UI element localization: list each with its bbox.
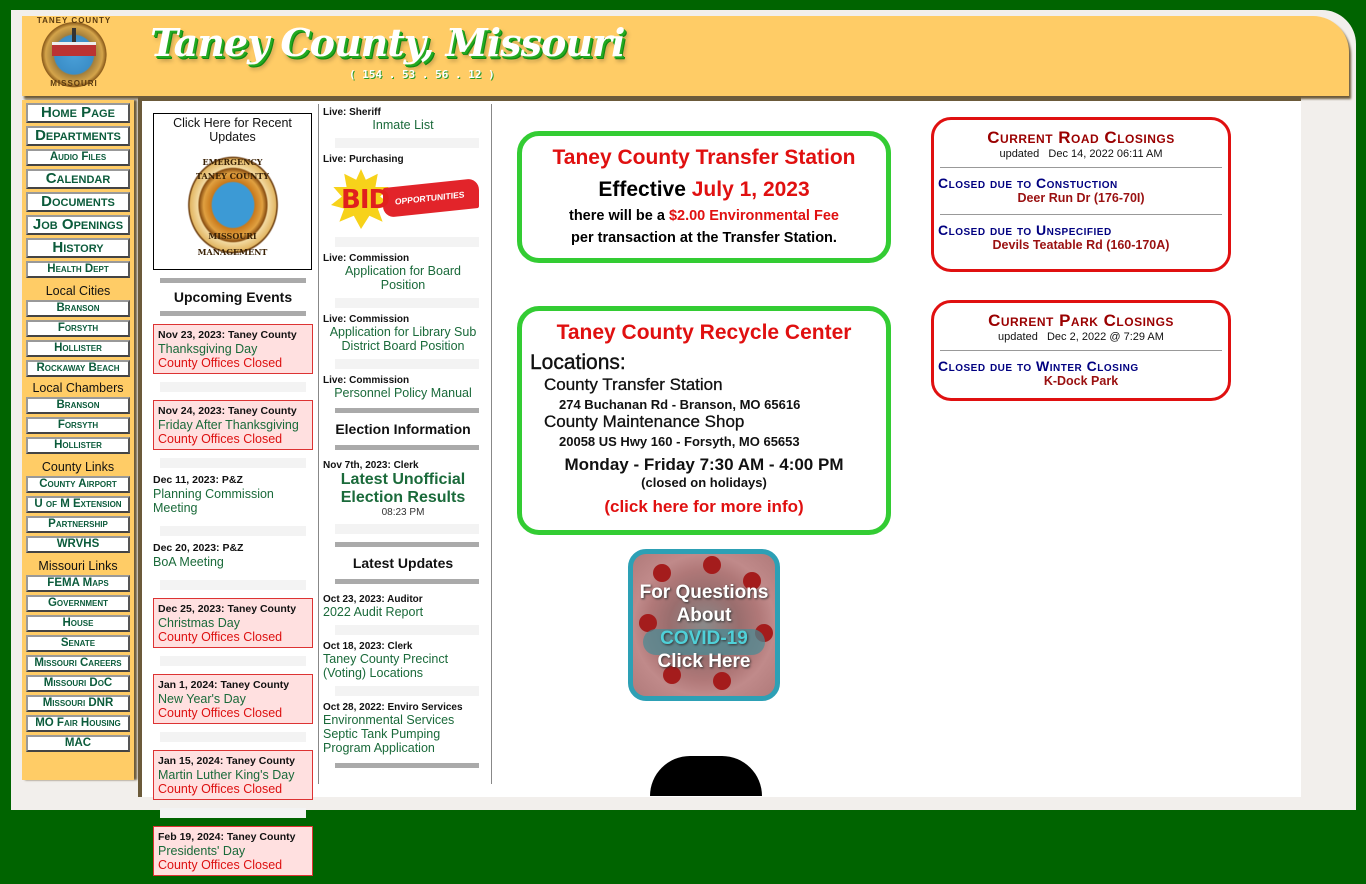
- nav-job-openings[interactable]: Job Openings: [26, 215, 130, 235]
- steamboat-stack-icon: [72, 28, 76, 42]
- location-name: County Transfer Station: [544, 375, 723, 394]
- opportunities-text: OPPORTUNITIES: [395, 189, 465, 207]
- library-board-application-link[interactable]: Application for Library Sub District Board Position: [329, 325, 477, 353]
- event-item: [153, 324, 313, 374]
- missouri-links-heading: Missouri Links: [38, 559, 118, 573]
- election-time: 08:23 PM: [381, 507, 425, 518]
- virus-spike-icon: [703, 556, 721, 574]
- nav-city-hollister[interactable]: Hollister: [26, 340, 130, 357]
- event-link[interactable]: Planning Commission Meeting: [153, 487, 274, 515]
- event-meta: Dec 20, 2023: P&Z: [153, 542, 244, 554]
- nav-wrvhs[interactable]: WRVHS: [26, 536, 130, 553]
- personnel-policy-link[interactable]: Personnel Policy Manual: [334, 386, 472, 400]
- update-item: [323, 641, 483, 680]
- nav-chamber-hollister[interactable]: Hollister: [26, 437, 130, 454]
- spacer: [335, 625, 479, 635]
- seal-text-taney-county: TANEY COUNTY: [196, 171, 269, 181]
- covid-info-tile[interactable]: [628, 549, 780, 701]
- recycle-center-notice[interactable]: [517, 306, 891, 535]
- event-item: [153, 470, 313, 518]
- event-link[interactable]: BoA Meeting: [153, 555, 224, 569]
- nav-departments[interactable]: Departments: [26, 126, 130, 146]
- election-results-link[interactable]: Latest Unofficial Election Results: [340, 471, 466, 506]
- election-item: [323, 460, 483, 471]
- county-links-heading: County Links: [41, 460, 115, 474]
- covid-line: COVID-19: [660, 628, 748, 649]
- live-meta: Live: Commission: [323, 375, 410, 386]
- road-closings-title: Current Road Closings: [987, 128, 1175, 147]
- upcoming-events-heading: Upcoming Events: [173, 289, 293, 305]
- nav-calendar[interactable]: Calendar: [26, 169, 130, 189]
- nav-government[interactable]: Government: [26, 595, 130, 612]
- closure-reason: Closed due to Constuction: [938, 175, 1118, 191]
- divider: [160, 311, 306, 316]
- event-link[interactable]: Presidents' Day: [158, 844, 246, 858]
- emergency-caption: Click Here for Recent Updates: [173, 116, 292, 144]
- park-closings-panel: [931, 300, 1231, 401]
- bid-opportunities-banner[interactable]: [331, 169, 481, 231]
- event-note: County Offices Closed: [158, 356, 283, 370]
- closed-road-link[interactable]: Devils Teatable Rd (160-170A): [992, 238, 1170, 252]
- more-info-link[interactable]: (click here for more info): [604, 497, 804, 516]
- event-item: [153, 598, 313, 648]
- spacer: [335, 524, 479, 534]
- event-link[interactable]: Friday After Thanksgiving: [158, 418, 299, 432]
- precinct-locations-link[interactable]: Taney County Precinct (Voting) Locations: [323, 652, 449, 680]
- column-divider: [491, 104, 492, 784]
- divider: [335, 445, 479, 450]
- spacer: [160, 732, 306, 742]
- fee-amount: $2.00 Environmental Fee: [668, 208, 839, 224]
- spacer: [160, 656, 306, 666]
- live-item: [323, 154, 483, 231]
- divider: [335, 579, 479, 584]
- election-meta: Nov 7th, 2023: Clerk: [323, 460, 419, 471]
- update-meta: Oct 23, 2023: Auditor: [323, 594, 423, 605]
- spacer: [335, 686, 479, 696]
- event-item: [153, 674, 313, 724]
- park-closings-updated: updated Dec 2, 2022 @ 7:29 AM: [998, 331, 1164, 343]
- nav-chamber-forsyth[interactable]: Forsyth: [26, 417, 130, 434]
- event-note: County Offices Closed: [158, 858, 283, 872]
- live-item: [323, 107, 483, 132]
- fee-line: [522, 208, 886, 224]
- nav-u-of-m-extension[interactable]: U of M Extension: [26, 496, 130, 513]
- live-item: [323, 314, 483, 353]
- nav-mo-fair-housing[interactable]: MO Fair Housing: [26, 715, 130, 732]
- park-closings-title: Current Park Closings: [988, 311, 1174, 330]
- right-margin: [1301, 101, 1345, 801]
- nav-missouri-dnr[interactable]: Missouri DNR: [26, 695, 130, 712]
- latest-updates-heading: Latest Updates: [352, 555, 454, 571]
- bid-text: BID: [341, 185, 390, 215]
- nav-senate[interactable]: Senate: [26, 635, 130, 652]
- locations-label: Locations:: [530, 351, 626, 374]
- live-meta: Live: Purchasing: [323, 154, 404, 165]
- event-meta: Jan 1, 2024: Taney County: [158, 679, 290, 691]
- covid-line: About: [676, 605, 732, 626]
- recycle-center-title: Taney County Recycle Center: [556, 321, 852, 344]
- event-link[interactable]: Christmas Day: [158, 616, 240, 630]
- nav-partnership[interactable]: Partnership: [26, 516, 130, 533]
- closure-reason: Closed due to Unspecified: [938, 222, 1112, 238]
- election-heading: Election Information: [335, 421, 471, 437]
- event-link[interactable]: Martin Luther King's Day: [158, 768, 295, 782]
- seal-text-management: MANAGEMENT: [197, 247, 268, 257]
- update-meta: Oct 28, 2022: Enviro Services: [323, 702, 463, 713]
- seal-text-missouri: MISSOURI: [208, 231, 257, 241]
- event-item: [153, 400, 313, 450]
- effective-line: [522, 178, 886, 202]
- update-item: [323, 594, 483, 619]
- event-meta: Feb 19, 2024: Taney County: [158, 831, 296, 843]
- nav-missouri-doc[interactable]: Missouri DoC: [26, 675, 130, 692]
- covid-click-here: Click Here: [657, 651, 751, 672]
- steamboat-icon: [52, 42, 96, 56]
- left-navigation: [22, 100, 134, 780]
- audit-report-link[interactable]: 2022 Audit Report: [323, 605, 424, 619]
- update-item: [323, 702, 483, 755]
- fee-line-2: per transaction at the Transfer Station.: [571, 230, 837, 246]
- divider: [335, 763, 479, 768]
- nav-fema-maps[interactable]: FEMA Maps: [26, 575, 130, 592]
- hours: Monday - Friday 7:30 AM - 4:00 PM: [564, 455, 844, 474]
- update-meta: Oct 18, 2023: Clerk: [323, 641, 413, 652]
- seal-bottom-text: MISSOURI: [50, 79, 98, 88]
- live-meta: Live: Commission: [323, 253, 410, 264]
- event-meta: Jan 15, 2024: Taney County: [158, 755, 295, 767]
- spacer: [160, 580, 306, 590]
- road-closings-updated: updated Dec 14, 2022 06:11 AM: [999, 148, 1163, 160]
- emergency-management-seal: [181, 149, 285, 261]
- divider: [335, 408, 479, 413]
- fee-prefix: there will be a: [569, 208, 665, 224]
- event-item: [153, 750, 313, 800]
- local-chambers-heading: Local Chambers: [32, 381, 124, 395]
- nav-chamber-branson[interactable]: Branson: [26, 397, 130, 414]
- spacer: [160, 808, 306, 818]
- effective-label: Effective: [598, 178, 686, 201]
- spacer: [335, 359, 479, 369]
- event-note: County Offices Closed: [158, 432, 283, 446]
- events-column: [153, 113, 313, 884]
- board-application-link[interactable]: Application for Board Position: [344, 264, 462, 292]
- divider: [940, 350, 1222, 351]
- site-ip-address: ( 154 . 53 . 56 . 12 ): [349, 68, 495, 81]
- spacer: [335, 237, 479, 247]
- event-meta: Dec 25, 2023: Taney County: [158, 603, 297, 615]
- live-item: [323, 375, 483, 400]
- nav-history[interactable]: History: [26, 238, 130, 258]
- nav-home-page[interactable]: Home Page: [26, 103, 130, 123]
- event-meta: Dec 11, 2023: P&Z: [153, 474, 243, 486]
- virus-spike-icon: [713, 672, 731, 690]
- live-meta: Live: Sheriff: [323, 107, 381, 118]
- closed-park-link[interactable]: K-Dock Park: [1043, 374, 1119, 388]
- emergency-management-link[interactable]: [153, 113, 312, 270]
- nav-house[interactable]: House: [26, 615, 130, 632]
- spacer: [160, 382, 306, 392]
- site-title[interactable]: Taney County, Missouri: [150, 20, 625, 65]
- divider: [940, 214, 1222, 215]
- event-item: [153, 538, 313, 572]
- event-item: [153, 826, 313, 876]
- nav-county-airport[interactable]: County Airport: [26, 476, 130, 493]
- location-address: 274 Buchanan Rd - Branson, MO 65616: [559, 397, 801, 412]
- event-meta: Nov 23, 2023: Taney County: [158, 329, 297, 341]
- closure-reason: Closed due to Winter Closing: [938, 358, 1139, 374]
- spacer: [335, 298, 479, 308]
- divider: [160, 278, 306, 283]
- nav-documents[interactable]: Documents: [26, 192, 130, 212]
- seal-top-text: TANEY COUNTY: [36, 16, 112, 25]
- nav-city-branson[interactable]: Branson: [26, 300, 130, 317]
- closed-road-link[interactable]: Deer Run Dr (176-70I): [1017, 191, 1145, 205]
- event-link[interactable]: Thanksgiving Day: [158, 342, 258, 356]
- nav-city-forsyth[interactable]: Forsyth: [26, 320, 130, 337]
- divider: [940, 167, 1222, 168]
- live-column: [323, 107, 483, 776]
- covid-line: For Questions: [639, 582, 769, 603]
- nav-missouri-careers[interactable]: Missouri Careers: [26, 655, 130, 672]
- spacer: [160, 526, 306, 536]
- nav-audio-files[interactable]: Audio Files: [26, 149, 130, 166]
- divider: [335, 542, 479, 547]
- live-meta: Live: Commission: [323, 314, 410, 325]
- local-cities-heading: Local Cities: [45, 284, 111, 298]
- covid-text: [633, 581, 775, 673]
- event-note: County Offices Closed: [158, 630, 283, 644]
- event-note: County Offices Closed: [158, 782, 283, 796]
- effective-date: July 1, 2023: [691, 178, 810, 201]
- transfer-station-title: Taney County Transfer Station: [552, 146, 856, 169]
- virus-spike-icon: [653, 564, 671, 582]
- seal-text-emergency: EMERGENCY: [202, 157, 263, 167]
- spacer: [335, 138, 479, 148]
- event-note: County Offices Closed: [158, 706, 283, 720]
- location-name: County Maintenance Shop: [544, 412, 745, 431]
- inmate-list-link[interactable]: Inmate List: [372, 118, 434, 132]
- county-seal-logo[interactable]: [24, 14, 124, 88]
- nav-health-dept[interactable]: Health Dept: [26, 261, 130, 278]
- event-meta: Nov 24, 2023: Taney County: [158, 405, 297, 417]
- live-item: [323, 253, 483, 292]
- nav-mac[interactable]: MAC: [26, 735, 130, 752]
- nav-city-rockaway-beach[interactable]: Rockaway Beach: [26, 360, 130, 377]
- road-closings-panel: [931, 117, 1231, 272]
- location-address: 20058 US Hwy 160 - Forsyth, MO 65653: [559, 434, 800, 449]
- column-divider: [318, 104, 319, 784]
- septic-application-link[interactable]: Environmental Services Septic Tank Pumping Program Application: [323, 713, 455, 755]
- hours-note: (closed on holidays): [641, 475, 767, 490]
- spacer: [160, 458, 306, 468]
- event-link[interactable]: New Year's Day: [158, 692, 246, 706]
- transfer-station-notice[interactable]: [517, 131, 891, 263]
